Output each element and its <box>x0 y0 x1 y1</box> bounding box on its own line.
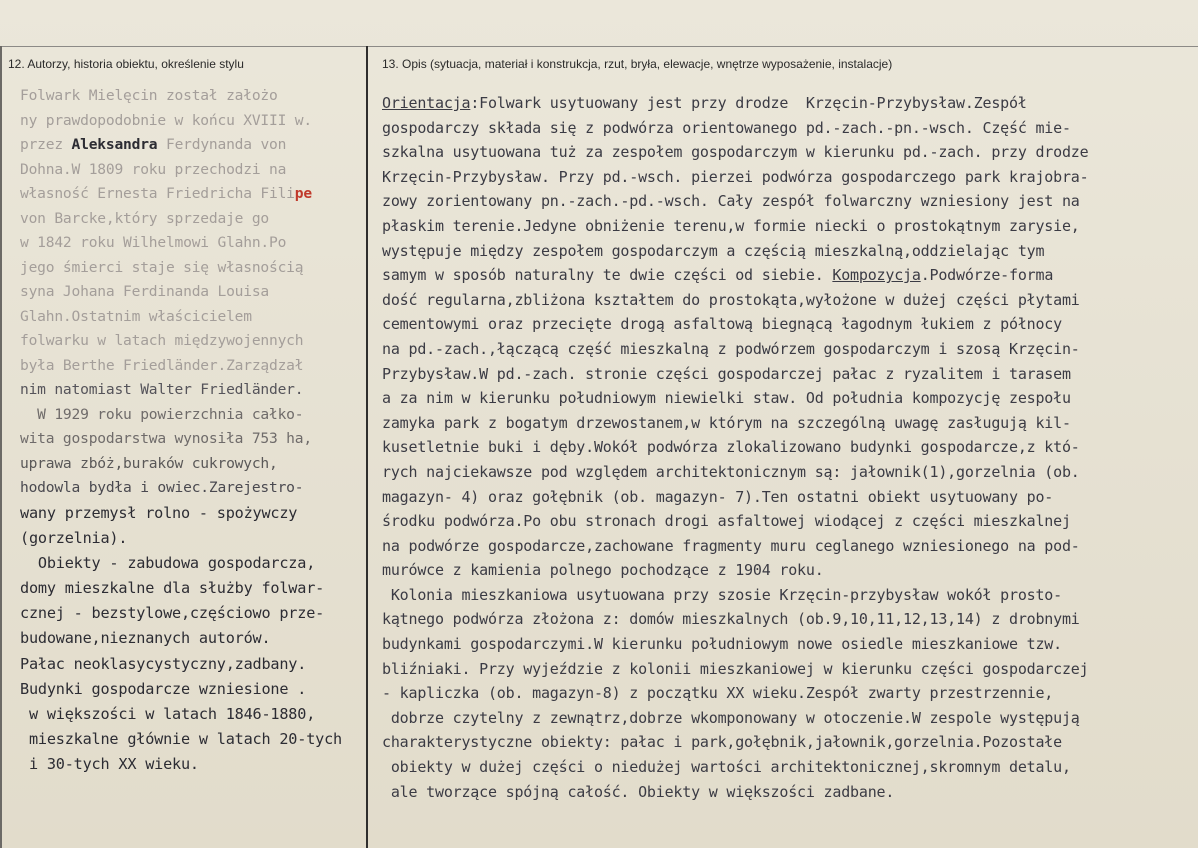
history-line: cznej - bezstylowe,częściowo prze- <box>20 604 325 623</box>
history-text <box>20 84 366 778</box>
history-line: Glahn.Ostatnim właścicielem <box>20 307 252 325</box>
description-line: na pd.-zach.,łączącą część mieszkalną z podwórzem gospodarczym i szosą Krzęcin- <box>382 339 1080 358</box>
history-line: w 1842 roku Wilhelmowi Glahn.Po <box>20 234 287 251</box>
red-correction: pe <box>294 185 312 202</box>
history-line: folwarku w latach międzywojennych <box>20 332 304 349</box>
kompozycja-heading: Kompozycja <box>832 266 921 285</box>
left-border <box>0 46 2 848</box>
description-line: szkalna usytuowana tuż za zespołem gospodarczym w kierunku pd.-zach. przy drodze <box>382 143 1089 162</box>
history-line: i 30-tych XX wieku. <box>20 755 199 774</box>
description-line: charakterystyczne obiekty: pałac i park,gołębnik,jałownik,gorzelnia.Pozostałe <box>382 733 1062 752</box>
history-line: budowane,nieznanych autorów. <box>20 629 271 648</box>
description-text <box>382 91 1198 804</box>
history-line: syna Johana Ferdinanda Louisa <box>20 283 269 300</box>
description-line: kusetletnie buki i dęby.Wokół podwórza zlokalizowano budynki gospodarcze,z któ- <box>382 438 1080 457</box>
history-line: wita gospodarstwa wynosiła 753 ha, <box>20 430 312 447</box>
description-line-part: .Podwórze-forma <box>920 266 1054 285</box>
history-line: wany przemysł rolno - spożywczy <box>20 503 298 522</box>
description-line: ale tworzące spójną całość. Obiekty w większości zadbane. <box>382 782 895 801</box>
section-12-header: 12. Autorzy, historia obiektu, określenie stylu <box>8 57 244 71</box>
history-line: Obiekty - zabudowa gospodarcza, <box>20 553 316 572</box>
description-line <box>382 91 1198 116</box>
section-13-header: 13. Opis (sytuacja, materiał i konstrukcja, rzut, bryła, elewacje, wnętrze wyposażenie, instalacje) <box>382 57 893 71</box>
history-line: Folwark Mielęcin został założo <box>20 87 278 104</box>
history-line: W 1929 roku powierzchnia całko- <box>20 405 304 423</box>
description-line-part: :Folwark usytuowany jest przy drodze Krzęcin-Przybysław.Zespół <box>470 94 1027 112</box>
history-line-part: własność Ernesta Friedricha Fili <box>20 185 295 202</box>
description-line: zowy zorientowany pn.-zach.-pd.-wsch. Cały zespół folwarczny wzniesiony jest na <box>382 192 1080 211</box>
description-line: zamyka park z bogatym drzewostanem,w którym na szczególną uwagę zasługują kil- <box>382 413 1071 432</box>
orientacja-heading: Orientacja <box>382 94 471 112</box>
history-line: była Berthe Friedländer.Zarządzał <box>20 356 304 374</box>
description-line: a za nim w kierunku południowym niewielki staw. Od południa kompozycję zespołu <box>382 389 1071 408</box>
description-line: środku podwórza.Po obu stronach drogi asfaltowej wiodącej z części mieszkalnej <box>382 512 1071 531</box>
history-line: von Barcke,który sprzedaje go <box>20 209 269 227</box>
description-line: występuje między zespołem gospodarczym a częścią mieszkalną,oddzielając tym <box>382 241 1045 260</box>
top-rule <box>0 46 1198 47</box>
description-line: rych najciekawsze pod względem architektonicznym są: jałownik(1),gorzelnia (ob. <box>382 462 1080 481</box>
history-line: uprawa zbóż,buraków cukrowych, <box>20 454 278 472</box>
history-line: w większości w latach 1846-1880, <box>20 705 316 723</box>
column-divider <box>366 46 368 848</box>
description-line <box>382 263 1198 288</box>
history-line: jego śmierci staje się własnością <box>20 258 304 276</box>
aleksandra-name: Aleksandra <box>71 136 158 153</box>
history-line: Dohna.W 1809 roku przechodzi na <box>20 160 287 178</box>
description-line: płaskim terenie.Jedyne obniżenie terenu,w formie niecki o prostokątnym zarysie, <box>382 216 1080 235</box>
history-line-part: przez <box>20 136 72 153</box>
description-line: dobrze czytelny z zewnątrz,dobrze wkomponowany w otoczenie.W zespole występują <box>382 708 1080 727</box>
description-line: obiekty w dużej części o niedużej wartości architektonicznej,skromnym detalu, <box>382 758 1071 777</box>
history-line: domy mieszkalne dla służby folwar- <box>20 579 325 598</box>
description-line: budynkami gospodarczymi.W kierunku południowym nowe osiedle mieszkaniowe tzw. <box>382 635 1062 654</box>
description-line-part: samym w sposób naturalny te dwie części od siebie. <box>382 266 833 285</box>
description-line: Kolonia mieszkaniowa usytuowana przy szosie Krzęcin-przybysław wokół prosto- <box>382 585 1062 604</box>
description-line: gospodarczy składa się z podwórza orientowanego pd.-zach.-pn.-wsch. Część mie- <box>382 118 1071 137</box>
history-line: (gorzelnia). <box>20 528 128 547</box>
description-line: bliźniaki. Przy wyjeździe z kolonii mieszkaniowej w kierunku części gospodarczej <box>382 659 1089 678</box>
history-line-part: Ferdynanda von <box>157 136 287 153</box>
history-line <box>20 182 366 207</box>
description-line: dość regularna,zbliżona kształtem do prostokąta,wyłożone w dużej części płytami <box>382 290 1080 309</box>
history-line: ny prawdopodobnie w końcu XVIII w. <box>20 111 312 129</box>
description-line: cementowymi oraz przecięte drogą asfaltową biegnącą łagodnym łukiem z północy <box>382 315 1062 334</box>
history-line <box>20 133 366 158</box>
description-line: na podwórze gospodarcze,zachowane fragmenty muru ceglanego wzniesionego na pod- <box>382 536 1080 555</box>
description-line: - kapliczka (ob. magazyn-8) z początku XX wieku.Zespół zwarty przestrzennie, <box>382 684 1054 703</box>
description-line: murówce z kamienia polnego pochodzące z 1904 roku. <box>382 561 824 580</box>
history-line: hodowla bydła i owiec.Zarejestro- <box>20 479 304 496</box>
description-line: magazyn- 4) oraz gołębnik (ob. magazyn- 7).Ten ostatni obiekt usytuowany po- <box>382 487 1054 506</box>
description-line: kątnego podwórza złożona z: domów mieszkalnych (ob.9,10,11,12,13,14) z drobnymi <box>382 610 1080 629</box>
history-line: Pałac neoklasycystyczny,zadbany. <box>20 654 307 673</box>
history-line: Budynki gospodarcze wzniesione . <box>20 679 307 698</box>
history-line: mieszkalne głównie w latach 20-tych <box>20 730 342 749</box>
description-line: Krzęcin-Przybysław. Przy pd.-wsch. pierzei podwórza gospodarczego park krajobra- <box>382 167 1089 186</box>
history-line: nim natomiast Walter Friedländer. <box>20 381 304 398</box>
description-line: Przybysław.W pd.-zach. stronie części gospodarczej pałac z ryzalitem i tarasem <box>382 364 1071 383</box>
